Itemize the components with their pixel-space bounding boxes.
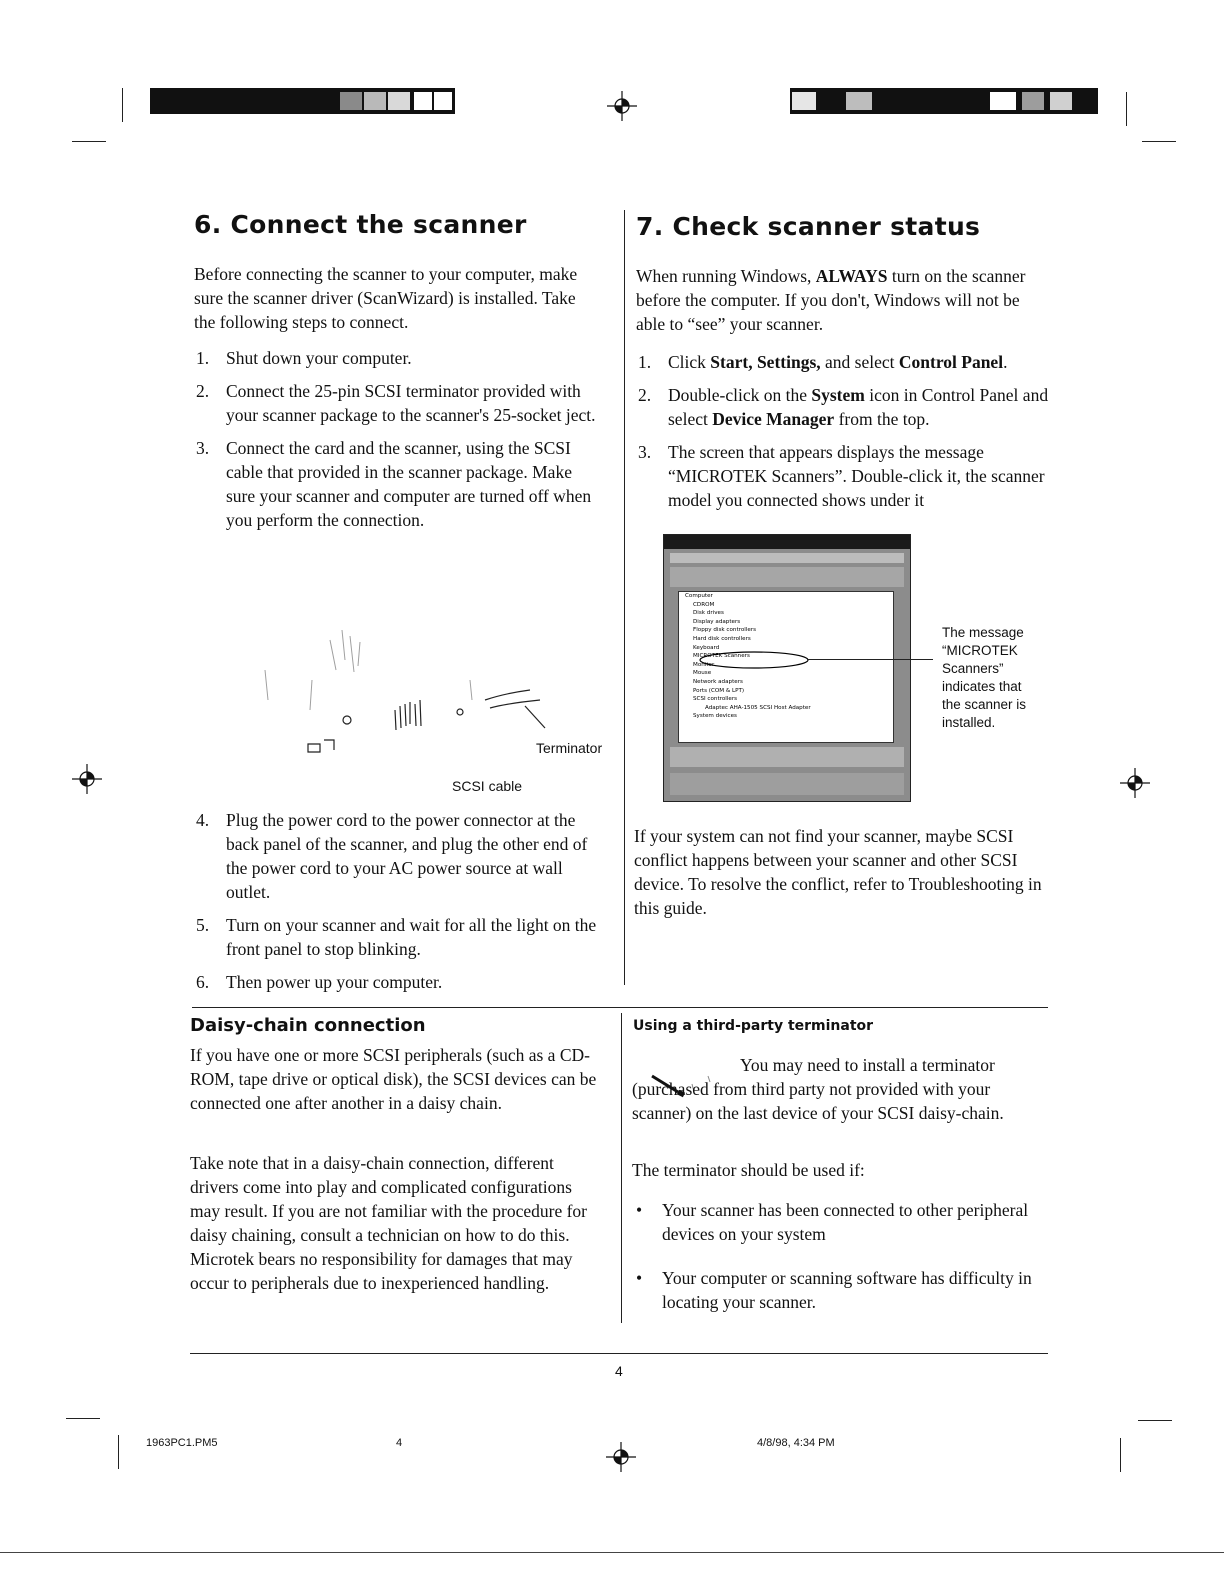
device-manager-screenshot <box>663 534 911 802</box>
crop-mark-top-left-horizontal <box>72 141 106 142</box>
daisy-chain-heading: Daisy-chain connection <box>190 1015 426 1036</box>
tree-item: Adaptec AHA-1505 SCSI Host Adapter <box>705 704 811 711</box>
tree-item: Floppy disk controllers <box>693 627 757 634</box>
list-item: 2. Connect the 25-pin SCSI terminator provided with your scanner package to the scanner's 25-socket ject. <box>196 381 596 425</box>
figure-label-terminator: Terminator <box>536 740 603 756</box>
registration-mark-left-icon <box>72 764 102 794</box>
section-heading-status: 7. Check scanner status <box>636 212 981 241</box>
list-item: 4. Plug the power cord to the power connector at the back panel of the scanner, and plug the other end of the power cord to your AC power source at wall outlet. <box>196 810 588 902</box>
crop-mark-bottom-left-vertical <box>118 1435 119 1469</box>
column-divider-bottom <box>621 1013 622 1323</box>
section-heading-connect: 6. Connect the scanner <box>194 210 527 239</box>
tree-item: Mouse <box>693 670 712 677</box>
list-item: • Your scanner has been connected to other peripheral devices on your system <box>636 1200 1029 1244</box>
third-party-paragraph-1: You may need to install a terminator (purchased from third party not provided with your scanner) on the last device of your SCSI daisy-chain. <box>632 1055 1004 1123</box>
status-intro: When running Windows, ALWAYS turn on the scanner before the computer. If you don't, Windows will not be able to “see” your scanner. <box>636 266 1026 334</box>
tree-item: Network adapters <box>693 678 743 685</box>
tree-item: CDROM <box>693 601 715 608</box>
tree-item: Display adapters <box>693 618 741 625</box>
list-item: 1. Click Start, Settings, and select Control Panel. <box>638 352 1008 372</box>
crop-mark-top-right-horizontal <box>1142 141 1176 142</box>
page-number: 4 <box>615 1363 623 1379</box>
registration-mark-right-icon <box>1120 768 1150 798</box>
tree-item: SCSI controllers <box>693 696 738 703</box>
daisy-chain-paragraph-2: Take note that in a daisy-chain connection, different drivers come into play and complicated configurations may result. If you are not familiar with the procedure for daisy chaining, consult a technician on how to do this. Microtek bears no responsibility for damages that may occur to peripherals due to inexperienced handling. <box>190 1153 588 1293</box>
connect-intro: Before connecting the scanner to your computer, make sure the scanner driver (ScanWizard) is installed. Take the following steps to connect. <box>194 264 578 332</box>
status-steps-list <box>636 350 1056 521</box>
terminator-conditions-list <box>632 1198 1038 1334</box>
screenshot-callout: The message “MICROTEK Scanners” indicates that the scanner is installed. <box>942 625 1027 730</box>
daisy-chain-paragraph-1: If you have one or more SCSI peripherals (such as a CD-ROM, tape drive or optical disk), the SCSI devices can be connected one after another in a daisy chain. <box>190 1045 597 1113</box>
connect-steps-list-a <box>194 346 604 541</box>
tree-item-microtek-scanners: MICROTEK Scanners <box>693 653 750 660</box>
callout-leader-line <box>807 659 933 660</box>
color-bar-left <box>150 88 455 114</box>
crop-mark-top-left-vertical <box>122 88 123 122</box>
scsi-cable-figure <box>250 600 570 780</box>
crop-mark-bottom-right-horizontal <box>1138 1420 1172 1421</box>
crop-mark-bottom-left-horizontal <box>66 1418 100 1419</box>
tree-item: Computer <box>685 593 713 599</box>
third-party-paragraph-2: The terminator should be used if: <box>632 1160 865 1180</box>
list-item: • Your computer or scanning software has difficulty in locating your scanner. <box>636 1268 1032 1312</box>
registration-mark-top-icon <box>607 91 637 121</box>
tree-item: Disk drives <box>693 610 724 617</box>
tree-item: System devices <box>693 713 737 720</box>
slug-filename: 1963PC1.PM5 <box>146 1437 218 1449</box>
list-item: 1. Shut down your computer. <box>196 348 412 368</box>
tree-item: Ports (COM & LPT) <box>693 687 745 694</box>
figure-label-scsi-cable: SCSI cable <box>452 778 523 794</box>
registration-mark-bottom-icon <box>606 1442 636 1472</box>
crop-mark-top-right-vertical <box>1126 92 1127 126</box>
tree-item: Keyboard <box>693 644 720 651</box>
third-party-heading: Using a third-party terminator <box>633 1018 874 1034</box>
slug-date: 4/8/98, 4:34 PM <box>757 1437 835 1449</box>
footer-rule <box>190 1353 1048 1354</box>
tree-item: Monitor <box>693 661 715 668</box>
crop-mark-bottom-right-vertical <box>1120 1438 1121 1472</box>
color-bar-right <box>790 88 1098 114</box>
section-divider <box>192 1007 1048 1008</box>
connect-steps-list-b <box>194 808 604 1003</box>
tree-item: Hard disk controllers <box>693 635 751 642</box>
list-item: 3. The screen that appears displays the message “MICROTEK Scanners”. Double-click it, the scanner model you connected shows under it <box>638 442 1045 510</box>
highlight-ellipse-icon <box>664 535 910 801</box>
list-item: 3. Connect the card and the scanner, using the SCSI cable that provided in the scanner package. Make sure your scanner and computer are turned off when you perform the connection. <box>196 438 592 530</box>
conflict-paragraph: If your system can not find your scanner, maybe SCSI conflict happens between your scanner and other SCSI device. To resolve the conflict, refer to Troubleshooting in this guide. <box>634 826 1042 918</box>
list-item: 6. Then power up your computer. <box>196 972 443 992</box>
column-divider-top <box>624 210 625 985</box>
list-item: 2. Double-click on the System icon in Control Panel and select Device Manager from the top. <box>638 385 1049 429</box>
list-item: 5. Turn on your scanner and wait for all the light on the front panel to stop blinking. <box>196 915 597 959</box>
slug-page: 4 <box>396 1437 403 1449</box>
scan-edge-line <box>0 1552 1224 1553</box>
